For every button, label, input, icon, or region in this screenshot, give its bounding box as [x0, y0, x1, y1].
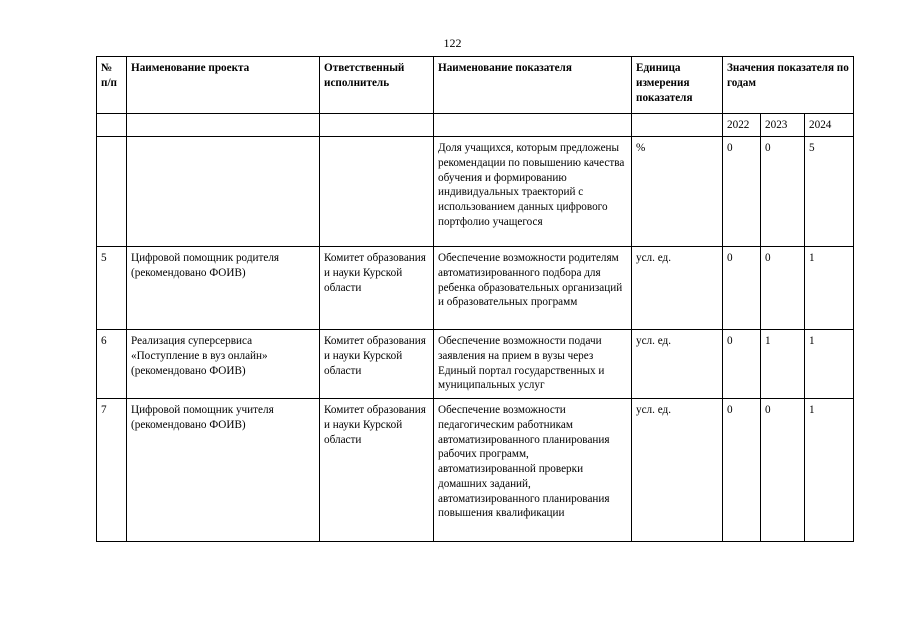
table-row [97, 247, 854, 330]
row-value-2023: 0 [761, 137, 805, 247]
row-num [97, 137, 127, 247]
row-value-2022: 0 [723, 247, 761, 330]
header-project: Наименование проекта [127, 57, 320, 114]
row-num: 5 [97, 247, 127, 330]
row-project: Цифровой помощник родителя (рекомендовано ФОИВ) [127, 247, 320, 330]
header-indicator: Наименование показателя [434, 57, 632, 114]
table-row [97, 330, 854, 399]
row-unit: % [632, 137, 723, 247]
header-num: № п/п [97, 57, 127, 114]
row-executor: Комитет образования и науки Курской области [320, 399, 434, 542]
row-unit: усл. ед. [632, 330, 723, 399]
row-value-2023: 1 [761, 330, 805, 399]
row-value-2023: 0 [761, 247, 805, 330]
row-indicator: Обеспечение возможности подачи заявления на прием в вузы через Единый портал государственных и муниципальных услуг [434, 330, 632, 399]
header-unit: Единица измерения показателя [632, 57, 723, 114]
header-empty-cell [97, 114, 127, 137]
row-project: Реализация суперсервиса «Поступление в вуз онлайн» (рекомендовано ФОИВ) [127, 330, 320, 399]
header-year-2022: 2022 [723, 114, 761, 137]
row-value-2023: 0 [761, 399, 805, 542]
row-value-2022: 0 [723, 399, 761, 542]
header-years-row [97, 114, 854, 137]
header-year-2023: 2023 [761, 114, 805, 137]
header-empty-cell [632, 114, 723, 137]
row-project [127, 137, 320, 247]
row-executor [320, 137, 434, 247]
page-number: 122 [443, 36, 462, 50]
table-row [97, 399, 854, 542]
row-value-2022: 0 [723, 330, 761, 399]
row-executor: Комитет образования и науки Курской области [320, 247, 434, 330]
row-value-2024: 1 [805, 247, 854, 330]
row-indicator: Обеспечение возможности родителям автоматизированного подбора для ребенка образовательных организаций и образовательных программ [434, 247, 632, 330]
header-executor: Ответственный исполнитель [320, 57, 434, 114]
row-executor: Комитет образования и науки Курской области [320, 330, 434, 399]
row-unit: усл. ед. [632, 247, 723, 330]
header-values: Значения показателя по годам [723, 57, 854, 114]
header-empty-cell [434, 114, 632, 137]
row-value-2024: 1 [805, 399, 854, 542]
header-empty-cell [320, 114, 434, 137]
table-row [97, 137, 854, 247]
row-value-2022: 0 [723, 137, 761, 247]
row-unit: усл. ед. [632, 399, 723, 542]
row-num: 7 [97, 399, 127, 542]
header-year-2024: 2024 [805, 114, 854, 137]
row-indicator: Доля учащихся, которым предложены рекомендации по повышению качества обучения и формированию индивидуальных траекторий с использованием данных цифрового портфолио учащегося [434, 137, 632, 247]
header-row [97, 57, 854, 114]
row-num: 6 [97, 330, 127, 399]
row-value-2024: 1 [805, 330, 854, 399]
row-project: Цифровой помощник учителя (рекомендовано ФОИВ) [127, 399, 320, 542]
header-empty-cell [127, 114, 320, 137]
indicators-table [96, 56, 854, 542]
row-indicator: Обеспечение возможности педагогическим работникам автоматизированного планирования рабочих программ, автоматизированной проверки домашних заданий, автоматизированного планирования повышения квалификации [434, 399, 632, 542]
row-value-2024: 5 [805, 137, 854, 247]
